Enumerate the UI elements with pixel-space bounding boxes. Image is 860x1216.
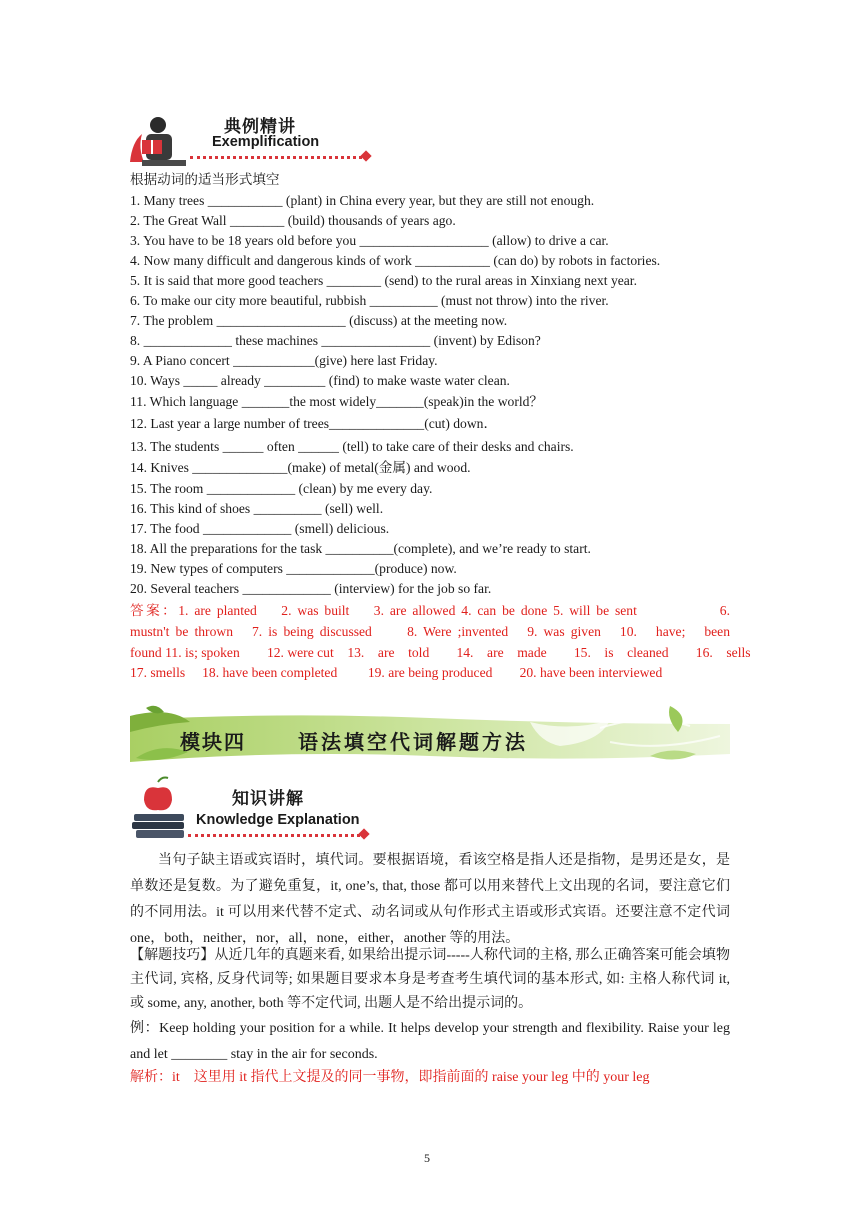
question-13: 13. The students ______ often ______ (tell) to take care of their desks and chairs.	[130, 439, 574, 454]
exemplification-title-cn: 典例精讲	[224, 117, 296, 137]
question-6: 6. To make our city more beautiful, rubbish __________ (must not throw) into the river.	[130, 293, 609, 308]
question-1: 1. Many trees ___________ (plant) in China every year, but they are still not enough.	[130, 193, 595, 208]
knowledge-header	[128, 776, 378, 840]
example-paragraph: 例：Keep holding your position for a while. It helps develop your strength and flexibility. Raise your leg and let ________ stay in the air for seconds.	[130, 1021, 730, 1062]
question-14: 14. Knives ______________(make) of metal(金属) and wood.	[130, 460, 471, 475]
answer-line-4: 17. smells 18. have been completed 19. are being produced 20. have been interviewed	[130, 665, 663, 680]
explanation-paragraph: 当句子缺主语或宾语时，填代词。要根据语境，看该空格是指人还是指物，是男还是女，是单数还是复数。为了避免重复，it, one’s, that, those 都可以用来替代上文出现的名词，要注意它们的不同用法。it 可以用来代替不定式、动名词或从句作形式主语或形式宾语。还要注意不定代词 one，both，neither，nor，all，none，either，another 等的用法。	[130, 853, 730, 946]
question-19: 19. New types of computers _____________(produce) now.	[130, 561, 457, 576]
answer-line-3: found 11. is; spoken 12. were cut 13. are told 14. are made 15. is cleaned 16. sells	[130, 645, 751, 660]
dotted-divider	[188, 834, 360, 837]
analysis-text: 解析：it 这里用 it 指代上文提及的同一事物，即指前面的 raise your leg 中的 your leg	[130, 1070, 650, 1085]
question-3: 3. You have to be 18 years old before you ___________________ (allow) to drive a car.	[130, 233, 609, 248]
exemplification-title-en: Exemplification	[212, 134, 320, 150]
module-title: 语法填空代词解题方法	[298, 730, 528, 754]
question-11: 11. Which language _______the most widely_______(speak)in the world？	[130, 394, 544, 409]
question-4: 4. Now many difficult and dangerous kinds of work ___________ (can do) by robots in factories.	[130, 253, 661, 268]
knowledge-title-cn: 知识讲解	[232, 789, 304, 809]
question-9: 9. A Piano concert ____________(give) here last Friday.	[130, 353, 438, 368]
question-18: 18. All the preparations for the task __________(complete), and we’re ready to start.	[130, 541, 591, 556]
tips-paragraph: 【解题技巧】从近几年的真题来看, 如果给出提示词-----人称代词的主格, 那么正确答案可能会填物主代词, 宾格, 反身代词等; 如果题目要求本身是考查考生填代词的基本形式, 如: 主格人称代词 it, 或 some, any, another, both 等不定代词, 出题人是不给出提示词的。	[130, 948, 730, 1011]
question-15: 15. The room _____________ (clean) by me every day.	[130, 481, 433, 496]
answer-line-2: mustn't be thrown 7. is being discussed 8. Were ;invented 9. was given 10. have; been	[130, 624, 730, 639]
question-12: 12. Last year a large number of trees______________(cut) down．	[130, 416, 498, 431]
exemplification-header	[128, 112, 378, 168]
diamond-marker	[358, 828, 369, 839]
knowledge-title-en: Knowledge Explanation	[196, 812, 360, 828]
apple-books-icon	[128, 776, 188, 840]
question-16: 16. This kind of shoes __________ (sell) well.	[130, 501, 384, 516]
page-number: 5	[424, 1151, 430, 1165]
module-banner	[130, 702, 730, 768]
teacher-reading-icon	[128, 112, 188, 166]
question-17: 17. The food _____________ (smell) delicious.	[130, 521, 390, 536]
dotted-divider	[190, 156, 362, 159]
question-20: 20. Several teachers _____________ (interview) for the job so far.	[130, 581, 492, 596]
question-2: 2. The Great Wall ________ (build) thousands of years ago.	[130, 213, 456, 228]
question-5: 5. It is said that more good teachers ________ (send) to the rural areas in Xinxiang next year.	[130, 273, 637, 288]
instruction-text: 根据动词的适当形式填空	[130, 172, 280, 187]
module-number: 模块四	[180, 730, 246, 754]
answer-line-1: 答案：1. are planted 2. was built 3. are allowed 4. can be done 5. will be sent 6.	[130, 603, 730, 618]
question-7: 7. The problem ___________________ (discuss) at the meeting now.	[130, 313, 508, 328]
question-8: 8. _____________ these machines ________________ (invent) by Edison?	[130, 333, 541, 348]
diamond-marker	[360, 150, 371, 161]
question-10: 10. Ways _____ already _________ (find) to make waste water clean.	[130, 373, 510, 388]
